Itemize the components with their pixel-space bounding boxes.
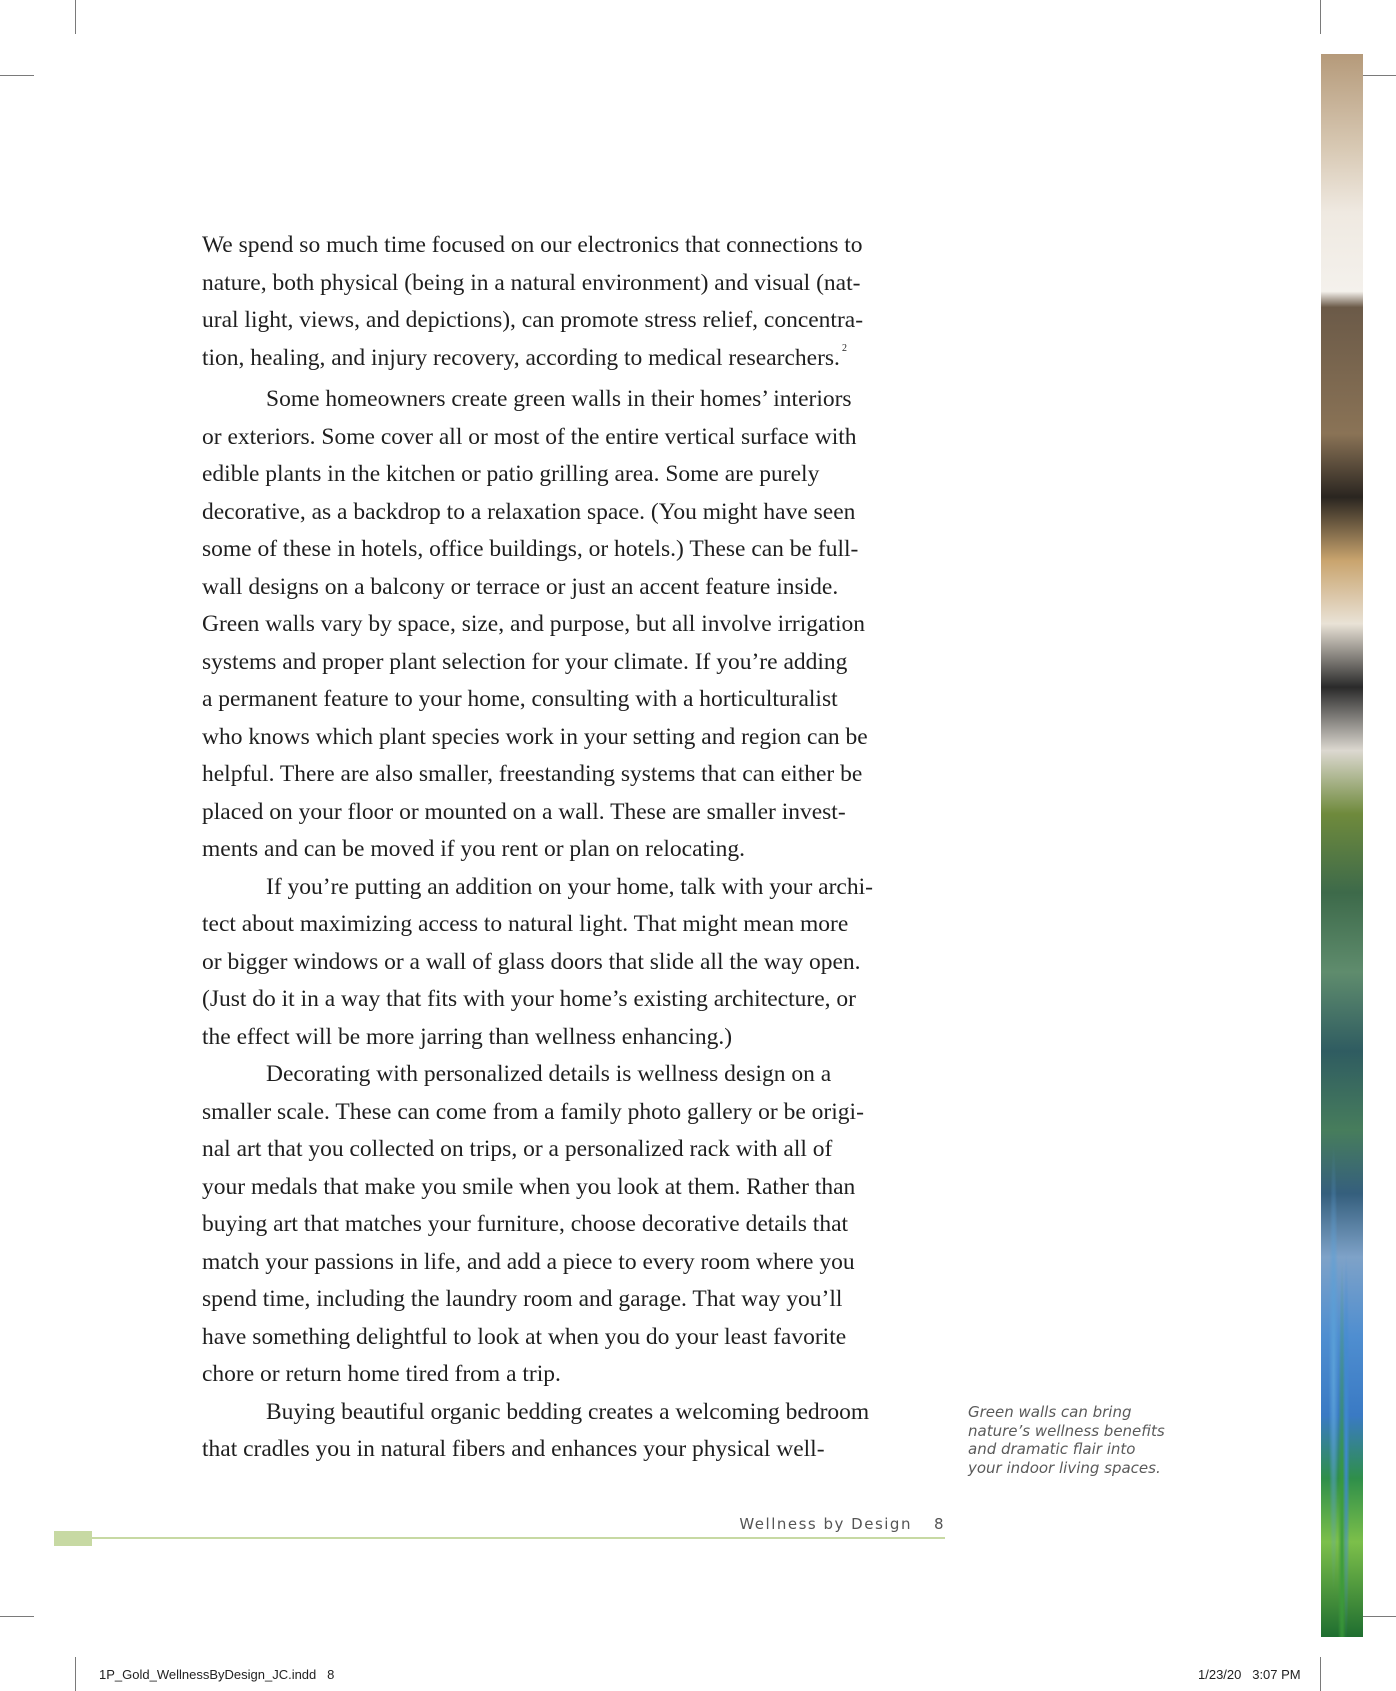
footer-rule [54,1537,945,1539]
crop-mark-top-left [75,0,76,34]
footer-accent-tab [54,1531,92,1546]
text-line: the effect will be more jarring than wellness enhancing.) [202,1023,733,1050]
text-line: or bigger windows or a wall of glass doors that slide all the way open. [202,948,861,975]
text-line: your medals that make you smile when you look at them. Rather than [202,1173,856,1200]
text-line: systems and proper plant selection for your climate. If you’re adding [202,648,848,675]
body-text [202,227,942,1469]
caption-line: Green walls can bring [968,1403,1132,1421]
text-line: that cradles you in natural fibers and enhances your physical well- [202,1436,825,1462]
text-line: chore or return home tired from a trip. [202,1361,561,1387]
running-footer [600,1515,945,1533]
paragraph [202,1394,942,1469]
text-line: match your passions in life, and add a piece to every room where you [202,1248,855,1275]
paragraph [202,869,942,1057]
slug-filename [99,1667,334,1682]
photo-caption [968,1403,1208,1477]
crop-mark-left-top [0,75,34,76]
text-line: decorative, as a backdrop to a relaxation space. (You might have seen [202,498,856,525]
crop-mark-bottom-right [1320,1657,1321,1691]
text-line: Buying beautiful organic bedding creates a welcoming bedroom [266,1398,870,1425]
slug-date: 1/23/20 3:07 PM [1198,1667,1301,1682]
paragraph [202,1056,942,1394]
crop-mark-bottom-left [75,1657,76,1691]
text-line: wall designs on a balcony or terrace or just an accent feature inside. [202,573,839,600]
text-line: buying art that matches your furniture, choose decorative details that [202,1211,849,1237]
text-line: smaller scale. These can come from a family photo gallery or be origi- [202,1098,864,1125]
crop-mark-right-top [1362,75,1396,76]
text-line: Some homeowners create green walls in their homes’ interiors [266,386,852,412]
green-wall-photo [1321,54,1363,1637]
text-line: spend time, including the laundry room and garage. That way you’ll [202,1286,843,1312]
text-line: placed on your floor or mounted on a wall. These are smaller invest- [202,798,846,825]
text-line-content: tion, healing, and injury recovery, according to medical researchers. [202,344,840,371]
text-line: have something delightful to look at when you do your least favorite [202,1323,847,1350]
caption-line: nature’s wellness benefits [968,1421,1165,1440]
text-line: who knows which plant species work in your setting and region can be [202,723,868,750]
text-line: nal art that you collected on trips, or a personalized rack with all of [202,1136,833,1162]
paragraph [202,381,942,869]
crop-mark-right-bottom [1362,1616,1396,1617]
text-line: Green walls vary by space, size, and purpose, but all involve irrigation [202,611,866,637]
text-line: We spend so much time focused on our electronics that connections to [202,232,863,258]
text-line: If you’re putting an addition on your home, talk with your archi- [266,873,873,900]
page-number: 8 [933,1515,945,1533]
text-line: helpful. There are also smaller, freestanding systems that can either be [202,761,863,787]
text-line: a permanent feature to your home, consulting with a horticulturalist [202,686,838,712]
text-line: ural light, views, and depictions), can promote stress relief, concentra- [202,307,864,333]
text-line: nature, both physical (being in a natural environment) and visual (nat- [202,269,861,296]
text-line [202,340,942,382]
text-line: tect about maximizing access to natural light. That might mean more [202,911,849,937]
text-line: Decorating with personalized details is wellness design on a [266,1061,832,1087]
crop-mark-left-bottom [0,1616,34,1617]
crop-mark-top-right [1320,0,1321,34]
text-line: ments and can be moved if you rent or plan on relocating. [202,836,745,862]
slug-timestamp [1198,1667,1301,1682]
text-line: (Just do it in a way that fits with your home’s existing architecture, or [202,986,856,1012]
text-line: some of these in hotels, office buildings, or hotels.) These can be full- [202,536,859,562]
slug-file: 1P_Gold_WellnessByDesign_JC.indd 8 [99,1667,335,1682]
footnote-marker[interactable]: 2 [841,342,847,354]
text-line: edible plants in the kitchen or patio grilling area. Some are purely [202,461,820,487]
book-title: Wellness by Design [739,1515,912,1533]
caption-line: and dramatic flair into [968,1440,1136,1458]
text-line: or exteriors. Some cover all or most of the entire vertical surface with [202,423,857,450]
paragraph [202,227,942,381]
caption-line: your indoor living spaces. [968,1458,1161,1477]
